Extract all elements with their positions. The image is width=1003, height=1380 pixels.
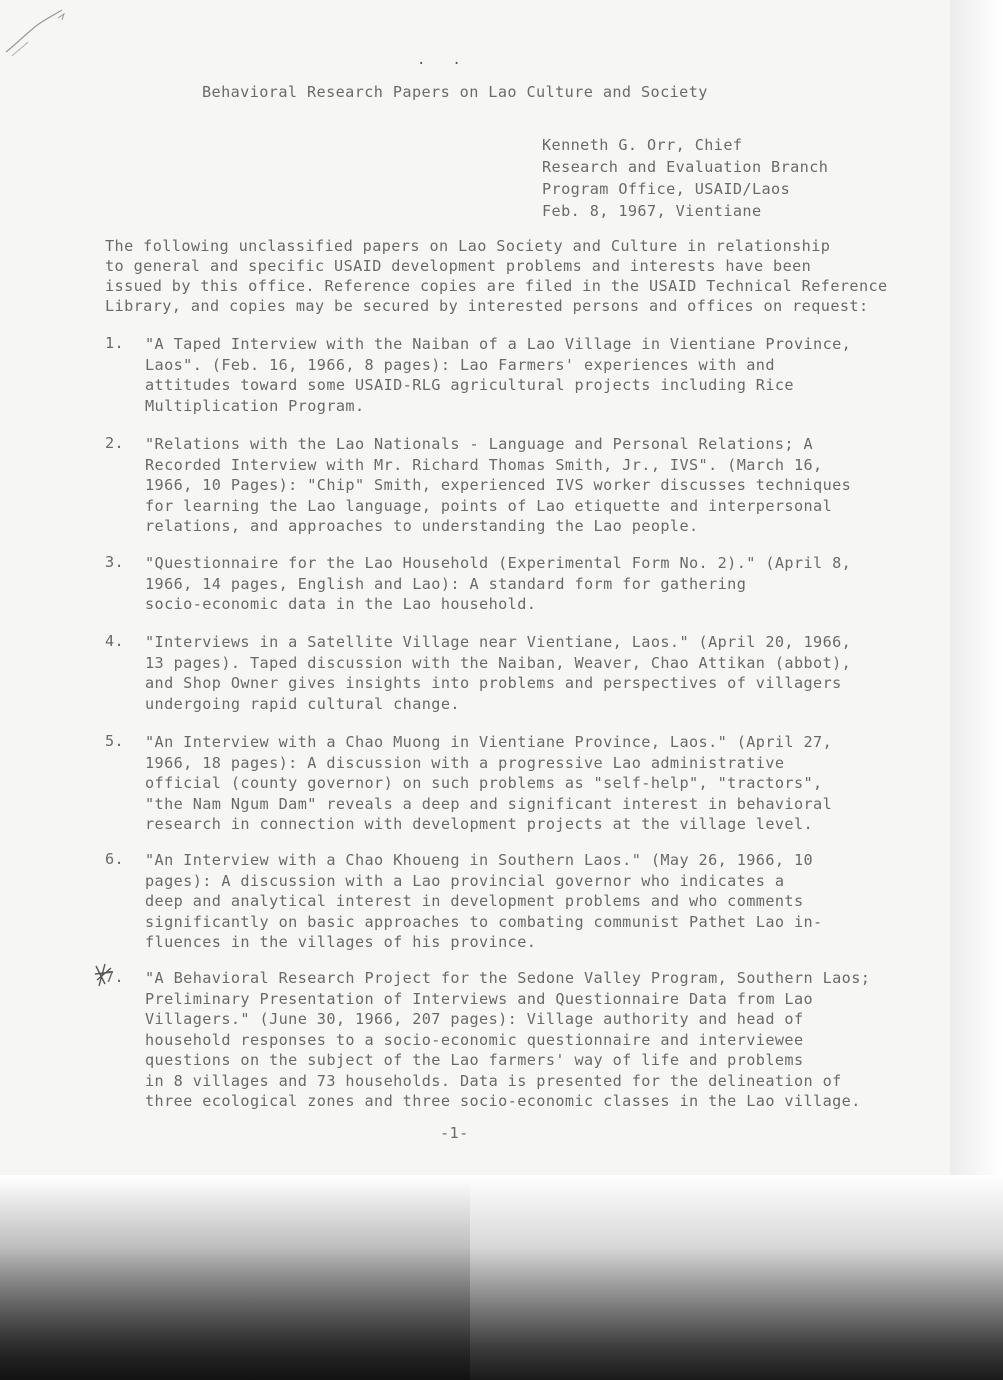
item-body (145, 850, 823, 953)
item-number: 2. (105, 434, 125, 452)
item-line: in 8 villages and 73 households. Data is presented for the delineation of (145, 1071, 842, 1090)
intro-line: Library, and copies may be secured by interested persons and offices on request: (105, 297, 869, 315)
item-number: 4. (105, 632, 125, 650)
page-number: -1- (440, 1124, 469, 1142)
item-line: pages): A discussion with a Lao provincial governor who indicates a (145, 871, 785, 890)
item-line: significantly on basic approaches to combating communist Pathet Lao in- (145, 912, 823, 931)
item-line: "A Taped Interview with the Naiban of a Lao Village in Vientiane Province, (145, 335, 852, 353)
item-line: and Shop Owner gives insights into problems and perspectives of villagers (145, 674, 842, 692)
item-line: research in connection with development projects at the village level. (145, 815, 814, 833)
intro-paragraph (105, 236, 905, 316)
item-line: 1966, 10 Pages): "Chip" Smith, experienced IVS worker discusses techniques (145, 476, 852, 494)
item-body (145, 732, 832, 835)
item-line: Recorded Interview with Mr. Richard Thomas Smith, Jr., IVS". (March 16, (145, 455, 823, 474)
item-line: Multiplication Program. (145, 396, 365, 415)
item-body (145, 334, 851, 416)
item-line: deep and analytical interest in development problems and who comments (145, 892, 804, 910)
item-line: questions on the subject of the Lao farmers' way of life and problems (145, 1051, 804, 1069)
item-line: 1966, 18 pages): A discussion with a progressive Lao administrative (145, 753, 785, 772)
item-line: household responses to a socio-economic questionnaire and interviewee (145, 1030, 804, 1049)
item-line: undergoing rapid cultural change. (145, 694, 460, 713)
item-line: "the Nam Ngum Dam" reveals a deep and significant interest in behavioral (145, 794, 833, 813)
item-line: Preliminary Presentation of Interviews and Questionnaire Data from Lao (145, 989, 814, 1008)
item-line: three ecological zones and three socio-economic classes in the Lao village. (145, 1092, 861, 1110)
author-line: Kenneth G. Orr, Chief (542, 136, 743, 154)
item-line: attitudes toward some USAID-RLG agricultural projects including Rice (145, 376, 794, 394)
pen-scribble-icon (2, 4, 72, 64)
item-line: for learning the Lao language, points of Lao etiquette and interpersonal (145, 496, 833, 515)
item-line: Laos". (Feb. 16, 1966, 8 pages): Lao Farmers' experiences with and (145, 355, 775, 374)
item-line: "Interviews in a Satellite Village near Vientiane, Laos." (April 20, 1966, (145, 633, 852, 651)
item-number: 5. (105, 732, 125, 750)
author-line: Program Office, USAID/Laos (542, 180, 791, 198)
item-line: "Relations with the Lao Nationals - Language and Personal Relations; A (145, 435, 814, 453)
item-number: 3. (105, 553, 125, 571)
item-line: 1966, 14 pages, English and Lao): A standard form for gathering (145, 574, 747, 593)
item-line: fluences in the villages of his province. (145, 933, 537, 951)
intro-line: The following unclassified papers on Lao Society and Culture in relationship (105, 237, 831, 255)
stray-marks: · · (417, 56, 462, 72)
author-line: Feb. 8, 1967, Vientiane (542, 202, 762, 220)
item-line: Villagers." (June 30, 1966, 207 pages): Village authority and head of (145, 1010, 804, 1028)
item-body (145, 632, 851, 714)
item-body (145, 968, 870, 1112)
item-number: 7. (105, 968, 125, 986)
right-edge-shadow (950, 0, 1003, 1195)
intro-line: to general and specific USAID development problems and interests have been (105, 257, 812, 275)
author-block (542, 134, 828, 222)
item-line: relations, and approaches to understanding the Lao people. (145, 517, 699, 535)
bottom-left-shadow (0, 1180, 470, 1380)
item-line: "An Interview with a Chao Muong in Vientiane Province, Laos." (April 27, (145, 733, 833, 751)
item-body (145, 434, 851, 537)
item-line: 13 pages). Taped discussion with the Naiban, Weaver, Chao Attikan (abbot), (145, 653, 852, 672)
item-number: 1. (105, 334, 125, 352)
author-line: Research and Evaluation Branch (542, 158, 829, 176)
item-line: "An Interview with a Chao Khoueng in Southern Laos." (May 26, 1966, 10 (145, 851, 814, 869)
item-line: "Questionnaire for the Lao Household (Experimental Form No. 2)." (April 8, (145, 554, 852, 572)
item-line: socio-economic data in the Lao household. (145, 595, 537, 613)
item-line: "A Behavioral Research Project for the Sedone Valley Program, Southern Laos; (145, 969, 871, 987)
item-number: 6. (105, 850, 125, 868)
intro-line: issued by this office. Reference copies are filed in the USAID Technical Reference (105, 277, 888, 295)
item-body (145, 553, 851, 615)
document-title: Behavioral Research Papers on Lao Culture and Society (202, 83, 708, 101)
item-line: official (county governor) on such problems as "self-help", "tractors", (145, 774, 823, 792)
